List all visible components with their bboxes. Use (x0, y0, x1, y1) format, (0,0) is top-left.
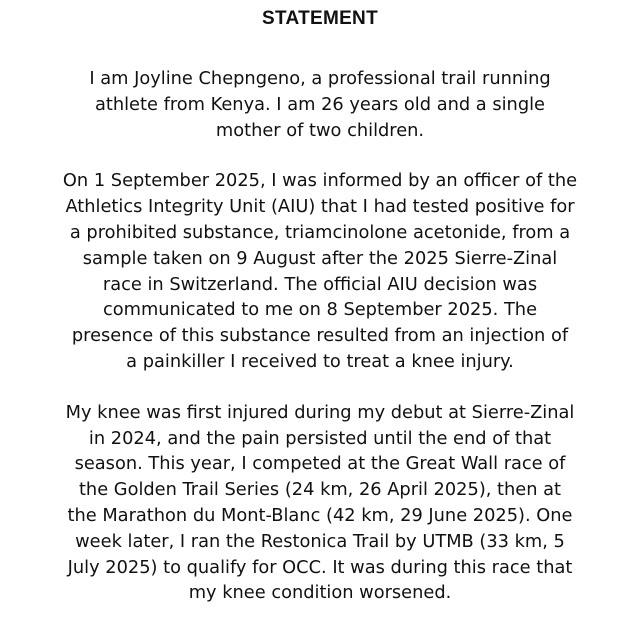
text-line: season. This year, I competed at the Great Wall race of (74, 453, 566, 475)
text-line: communicated to me on 8 September 2025. The (102, 299, 538, 321)
text-line: July 2025) to qualify for OCC. It was during this race that (67, 556, 573, 578)
text-line: presence of this substance resulted from an injection of (71, 325, 569, 347)
text-line: my knee condition worsened. (188, 582, 452, 604)
paragraph-knee-injury (30, 400, 610, 606)
text-line: race in Switzerland. The official AIU decision was (102, 273, 538, 295)
text-line: I am Joyline Chepngeno, a professional trail running (89, 68, 551, 89)
text-line: On 1 September 2025, I was informed by an officer of the (62, 170, 578, 192)
text-line: sample taken on 9 August after the 2025 Sierre-Zinal (82, 247, 558, 269)
text-line: in 2024, and the pain persisted until the end of that (88, 427, 552, 449)
paragraph-notification (30, 168, 610, 374)
text-line: week later, I ran the Restonica Trail by UTMB (33 km, 5 (75, 530, 565, 552)
text-line: the Marathon du Mont-Blanc (42 km, 29 June 2025). One (67, 504, 573, 526)
text-line: the Golden Trail Series (24 km, 26 April 2025), then at (78, 479, 562, 501)
text-line: a painkiller I received to treat a knee injury. (126, 350, 514, 372)
paragraph-introduction (30, 66, 610, 143)
text-line: Athletics Integrity Unit (AIU) that I had tested positive for (65, 196, 575, 218)
statement-title: STATEMENT (262, 8, 378, 29)
text-line: mother of two children. (215, 119, 425, 141)
text-line: My knee was first injured during my debut at Sierre-Zinal (65, 401, 575, 423)
text-line: athlete from Kenya. I am 26 years old and a single (94, 93, 545, 115)
text-line: a prohibited substance, triamcinolone acetonide, from a (69, 221, 571, 243)
